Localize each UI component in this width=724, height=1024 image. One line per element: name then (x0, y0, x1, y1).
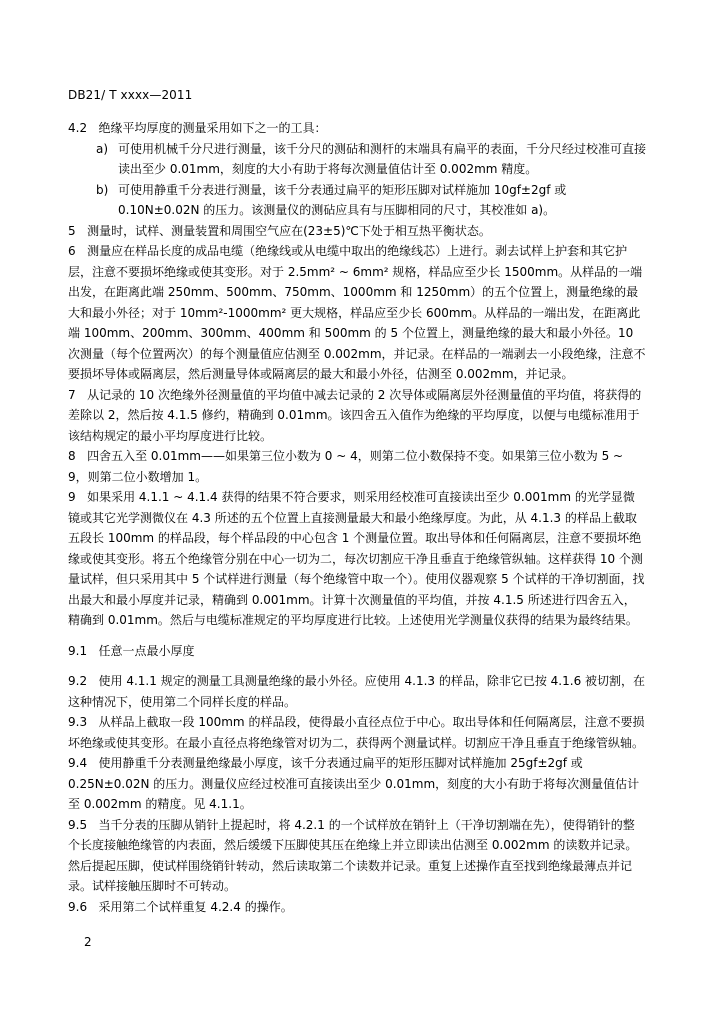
list-marker-b: b) (96, 182, 109, 197)
document-body (68, 118, 646, 917)
list-item-b-text: 可使用静重千分表进行测量，该千分表通过扁平的矩形压脚对试样施加 10gf±2gf 或 0.10N±0.02N 的压力。该测量仪的测砧应具有与压脚相同的尺寸，其校准如 a)。 (118, 182, 567, 217)
list-item-a (68, 139, 646, 180)
clause-4-2: 4.2 绝缘平均厚度的测量采用如下之一的工具： (68, 121, 327, 135)
document-header-id: DB21/ T xxxx—2011 (68, 88, 193, 102)
clause-9-2: 9.2 使用 4.1.1 规定的测量工具测量绝缘的最小外径。应使用 4.1.3 的样品，除非它已按 4.1.6 被切割，在这种情况下，使用第二个同样长度的样品。 (68, 674, 646, 709)
clause-6: 6 测量应在样品长度的成品电缆（绝缘线或从电缆中取出的绝缘线芯）上进行。剥去试样上护套和其它护层，注意不要损坏绝缘或使其变形。对于 2.5mm² ~ 6mm² 规格，样品应至少长 1500mm。从样品的一端出发，在距离此端 250mm、500mm、750mm、1000mm 和 1250mm）的五个位置上，测量绝缘的最大和最小外径；对于 10mm²-1000mm² 更大规格，样品应至少长 600mm。从样品的一端出发，在距离此端 100mm、200mm、300mm、400mm 和 500mm 的 5 个位置上，测量绝缘的最大和最小外径。10 次测量（每个位置两次）的每个测量值应估测至 0.002mm，并记录。在样品的一端剥去一小段绝缘，注意不要损坏导体或隔离层，然后测量导体或隔离层的最大和最小外径，估测至 0.002mm，并记录。 (68, 244, 646, 381)
clause-5: 5 测量时，试样、测量装置和周围空气应在(23±5)℃下处于相互热平衡状态。 (68, 223, 491, 238)
list-marker-a: a) (96, 141, 109, 156)
clause-9: 9 如果采用 4.1.1 ~ 4.1.4 获得的结果不符合要求，则采用经校准可直接读出至少 0.001mm 的光学显微镜或其它光学测微仪在 4.3 所述的五个位置上直接测量最大和最小绝缘厚度。为此，从 4.1.3 的样品上截取五段长 100mm 的样品段，每个样品段的中心包含 1 个测量位置。取出导体和任何隔离层，注意不要损坏绝缘或使其变形。将五个绝缘管分别在中心一切为二，每次切割应干净且垂直于绝缘管纵轴。这样获得 10 个测量试样，但只采用其中 5 个试样进行测量（每个绝缘管中取一个）。使用仪器观察 5 个试样的干净切割面，找出最大和最小厚度并记录，精确到 0.001mm。计算十次测量值的平均值，并按 4.1.5 所述进行四舍五入，精确到 0.01mm。然后与电缆标准规定的平均厚度进行比较。上述使用光学测量仪获得的结果为最终结果。 (68, 490, 645, 627)
list-item-b (68, 180, 646, 221)
clause-9-3: 9.3 从样品上截取一段 100mm 的样品段，使得最小直径点位于中心。取出导体和任何隔离层，注意不要损坏绝缘或使其变形。在最小直径点将绝缘管对切为二，获得两个测量试样。切割应干净且垂直于绝缘管纵轴。 (68, 715, 645, 750)
list-item-a-text: 可使用机械千分尺进行测量，该千分尺的测砧和测杆的末端具有扁平的表面，千分尺经过校准可直接读出至少 0.01mm，刻度的大小有助于将每次测量值估计至 0.002mm 精度。 (118, 141, 647, 176)
clause-8: 8 四舍五入至 0.01mm——如果第三位小数为 0 ~ 4，则第二位小数保持不变。如果第三位小数为 5 ~ 9，则第二位小数增加 1。 (68, 449, 627, 484)
clause-9-1-heading: 9.1 任意一点最小厚度 (68, 643, 195, 658)
clause-9-5: 9.5 当千分表的压脚从销针上提起时，将 4.2.1 的一个试样放在销针上（干净切割端在先），使得销针的整个长度接触绝缘管的内表面，然后缓缓下压脚使其压在绝缘上并立即读出估测至 0.002mm 的读数并记录。然后提起压脚，使试样围绕销针转动，然后读取第二个读数并记录。重复上述操作直至找到绝缘最薄点并记录。试样接触压脚时不可转动。 (68, 817, 638, 893)
clause-7: 7 从记录的 10 次绝缘外径测量值的平均值中减去记录的 2 次导体或隔离层外径测量值的平均值，将获得的差除以 2，然后按 4.1.5 修约，精确到 0.01mm。该四舍五入值作为绝缘的平均厚度，以便与电缆标准用于该结构规定的最小平均厚度进行比较。 (68, 387, 642, 443)
clause-9-6: 9.6 采用第二个试样重复 4.2.4 的操作。 (68, 899, 293, 914)
clause-9-4: 9.4 使用静重千分表测量绝缘最小厚度，该千分表通过扁平的矩形压脚对试样施加 25gf±2gf 或 0.25N±0.02N 的压力。测量仪应经过校准可直接读出至少 0.01mm，刻度的大小有助于将每次测量值估计至 0.002mm 的精度。见 4.1.1。 (68, 756, 640, 811)
page-number: 2 (84, 935, 92, 949)
